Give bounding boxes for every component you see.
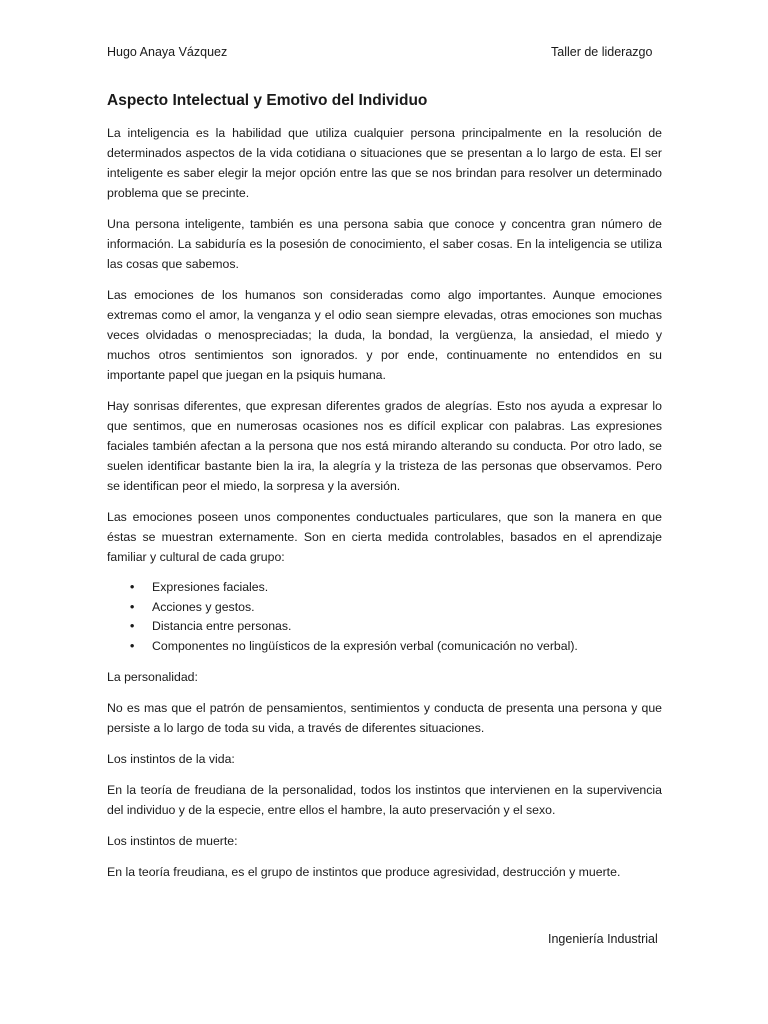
- header-course: Taller de liderazgo: [551, 45, 653, 59]
- footer-program: Ingeniería Industrial: [548, 932, 658, 946]
- bullet-list: [107, 578, 662, 656]
- paragraph-inteligencia: La inteligencia es la habilidad que utiliza cualquier persona principalmente en la resolución de determinados aspectos de la vida cotidiana o situaciones que se presentan a lo largo de esta. El ser inteligente es saber elegir la mejor opción entre las que se nos brindan para resolver un determinado problema que se precinte.: [107, 126, 662, 200]
- paragraph-sabiduria: Una persona inteligente, también es una persona sabia que conoce y concentra gran número de información. La sabiduría es la posesión de conocimiento, el saber cosas. En la inteligencia se utiliza las cosas que sabemos.: [107, 217, 662, 271]
- paragraph-emociones: Las emociones de los humanos son consideradas como algo importantes. Aunque emociones extremas como el amor, la venganza y el odio sean siempre elevadas, otras emociones son muchas veces olvidadas o menospreciadas; la duda, la bondad, la vergüenza, la ansiedad, el miedo y muchos otros sentimientos son ignorados. y por ende, continuamente no entendidos en su importante papel que juegan en la psiquis humana.: [107, 288, 662, 382]
- list-item: • Expresiones faciales.: [152, 578, 662, 598]
- document-body: [107, 123, 662, 893]
- heading-instintos-vida: Los instintos de la vida:: [107, 752, 235, 766]
- heading-personalidad: La personalidad:: [107, 670, 198, 684]
- list-item: • Acciones y gestos.: [152, 598, 662, 618]
- document-title: Aspecto Intelectual y Emotivo del Individuo: [107, 92, 428, 109]
- paragraph-componentes: Las emociones poseen unos componentes conductuales particulares, que son la manera en que éstas se muestran externamente. Son en cierta medida controlables, basados en el aprendizaje familiar y cultural de cada grupo:: [107, 510, 662, 564]
- paragraph-instintos-vida: En la teoría de freudiana de la personalidad, todos los instintos que intervienen en la supervivencia del individuo y de la especie, entre ellos el hambre, la auto preservación y el sexo.: [107, 783, 662, 817]
- paragraph-instintos-muerte: En la teoría freudiana, es el grupo de instintos que produce agresividad, destrucción y muerte.: [107, 865, 621, 879]
- paragraph-sonrisas: Hay sonrisas diferentes, que expresan diferentes grados de alegrías. Esto nos ayuda a expresar lo que sentimos, que en numerosas ocasiones nos es difícil explicar con palabras. Las expresiones faciales también afectan a la persona que nos está mirando alterando su conducta. Por otro lado, se suelen identificar bastante bien la ira, la alegría y la tristeza de las personas que observamos. Pero se identifican peor el miedo, la sorpresa y la aversión.: [107, 399, 662, 493]
- header-author: Hugo Anaya Vázquez: [107, 45, 228, 59]
- heading-instintos-muerte: Los instintos de muerte:: [107, 834, 238, 848]
- list-item: • Componentes no lingüísticos de la expresión verbal (comunicación no verbal).: [152, 637, 662, 657]
- list-item: • Distancia entre personas.: [152, 617, 662, 637]
- paragraph-personalidad: No es mas que el patrón de pensamientos, sentimientos y conducta de presenta una persona y que persiste a lo largo de toda su vida, a través de diferentes situaciones.: [107, 701, 662, 735]
